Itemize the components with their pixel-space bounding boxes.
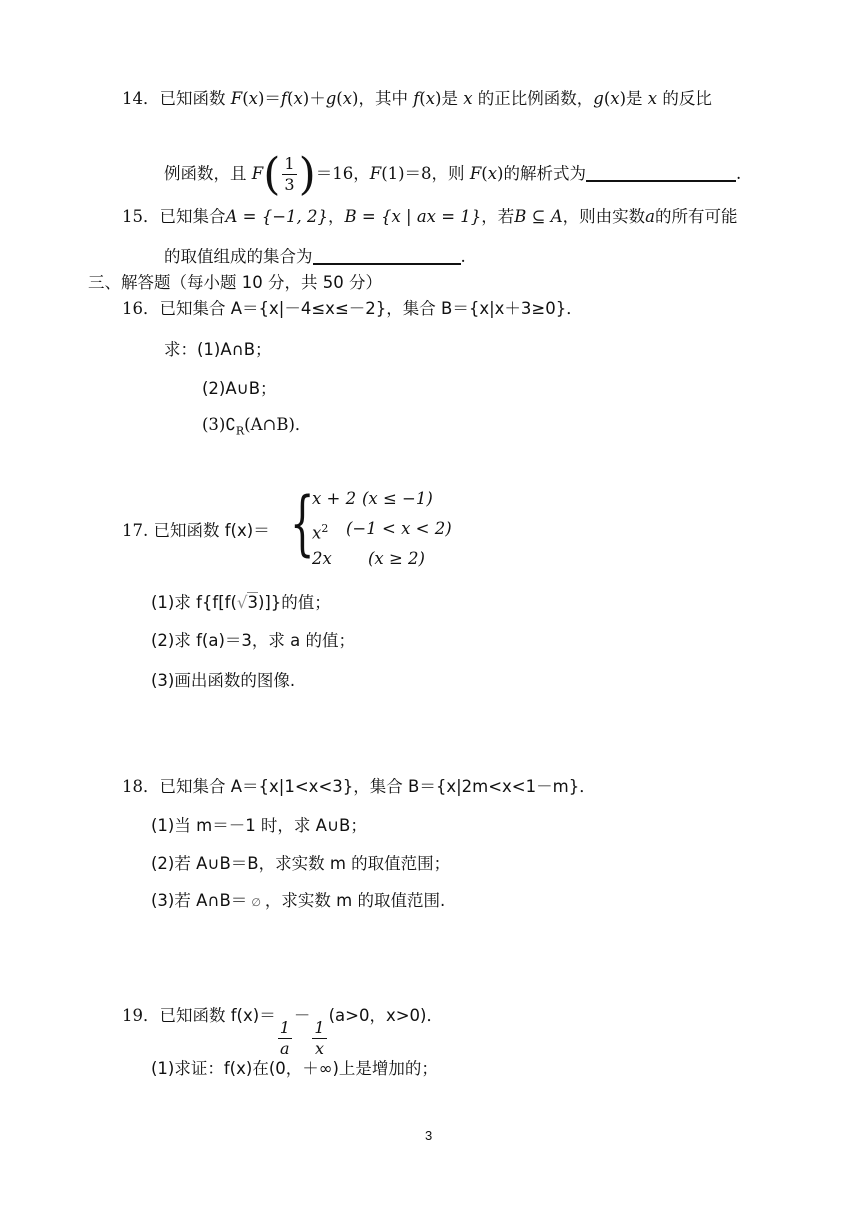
sqrt-icon: √ xyxy=(236,593,248,612)
q18-number: 18． xyxy=(122,777,160,796)
q16-number: 16． xyxy=(122,299,160,318)
q17-part3: (3)画出函数的图像. xyxy=(151,671,296,690)
q14-paren-right: ) xyxy=(298,149,316,200)
q16-part1: 求：(1)A∩B； xyxy=(164,340,272,359)
q15-answer-blank[interactable] xyxy=(313,245,461,265)
q14-number: 14． xyxy=(122,89,160,108)
q16-part3: $(3)∁_R(A\cap B)$． xyxy=(202,415,312,438)
page-number: 3 xyxy=(425,1128,433,1143)
q14-line2: 例函数，且 F( $\frac{1}{3}$ )＝16，F(1)＝8，则 F(x)的解析式为 . xyxy=(164,149,742,200)
q17-part2: (2)求 f(a)＝3，求 a 的值； xyxy=(151,631,356,650)
q19-number: 19． xyxy=(122,1006,160,1025)
q18-part1: (1)当 m＝－1 时，求 A∪B； xyxy=(151,816,367,835)
q17-part1: (1)求 f{f[f(√3)]}的值； xyxy=(151,593,331,612)
q15-line2: 的取值组成的集合为 . xyxy=(164,247,466,266)
q18-part3: (3)若 A∩B＝ ∅ ，求实数 m 的取值范围. xyxy=(151,891,446,910)
q17-piecewise-brace: { xyxy=(290,482,315,564)
q19-stem: 19．已知函数 f(x)＝ $\frac{1}{a}$ － $\frac{1}{x}$ (a>0，x>0)． xyxy=(122,1006,443,1058)
q16-stem: 16．已知集合 A＝{x|－4≤x≤－2}，集合 B＝{x|x＋3≥0}． xyxy=(122,299,583,318)
q19-part1: (1)求证：f(x)在(0，＋∞)上是增加的； xyxy=(151,1059,438,1078)
q19-fraction-1-over-a: $\frac{1}{a}$ xyxy=(279,1018,290,1058)
q18-stem: 18．已知集合 A＝{x|1<x<3}，集合 B＝{x|2m<x<1－m}． xyxy=(122,777,596,796)
q16-part2: (2)A∪B； xyxy=(202,379,277,398)
q17-case3: 2x (x ≥ 2) xyxy=(312,549,425,568)
q17-case2: $x^2$ (−1 < x < 2) xyxy=(312,519,452,543)
q15-line1: 15．已知集合A = {−1, 2}，B = {x | ax = 1}，若B ⊆ A，则由实数a的所有可能 xyxy=(122,207,738,226)
q17-case1: x + 2 (x ≤ −1) xyxy=(312,489,433,508)
q18-part2: (2)若 A∪B＝B，求实数 m 的取值范围； xyxy=(151,854,451,873)
q14-paren-left: ( xyxy=(263,149,281,200)
section-heading: 三、解答题（每小题 10 分，共 50 分） xyxy=(88,273,382,292)
q15-number: 15． xyxy=(122,207,160,226)
q14-fraction: $\frac{1}{3}$ xyxy=(284,154,295,194)
q17-stem: 17. 已知函数 f(x)＝ xyxy=(122,521,270,540)
q14-answer-blank[interactable] xyxy=(586,162,736,182)
empty-set-symbol: ∅ xyxy=(251,896,261,909)
q19-fraction-1-over-x: $\frac{1}{x}$ xyxy=(314,1018,325,1058)
q17-number: 17. xyxy=(122,521,149,540)
q14-line1: 14．已知函数 F(x)＝f(x)＋g(x)，其中 f(x)是 x 的正比例函数，g(x)是 x 的反比 xyxy=(122,89,712,108)
